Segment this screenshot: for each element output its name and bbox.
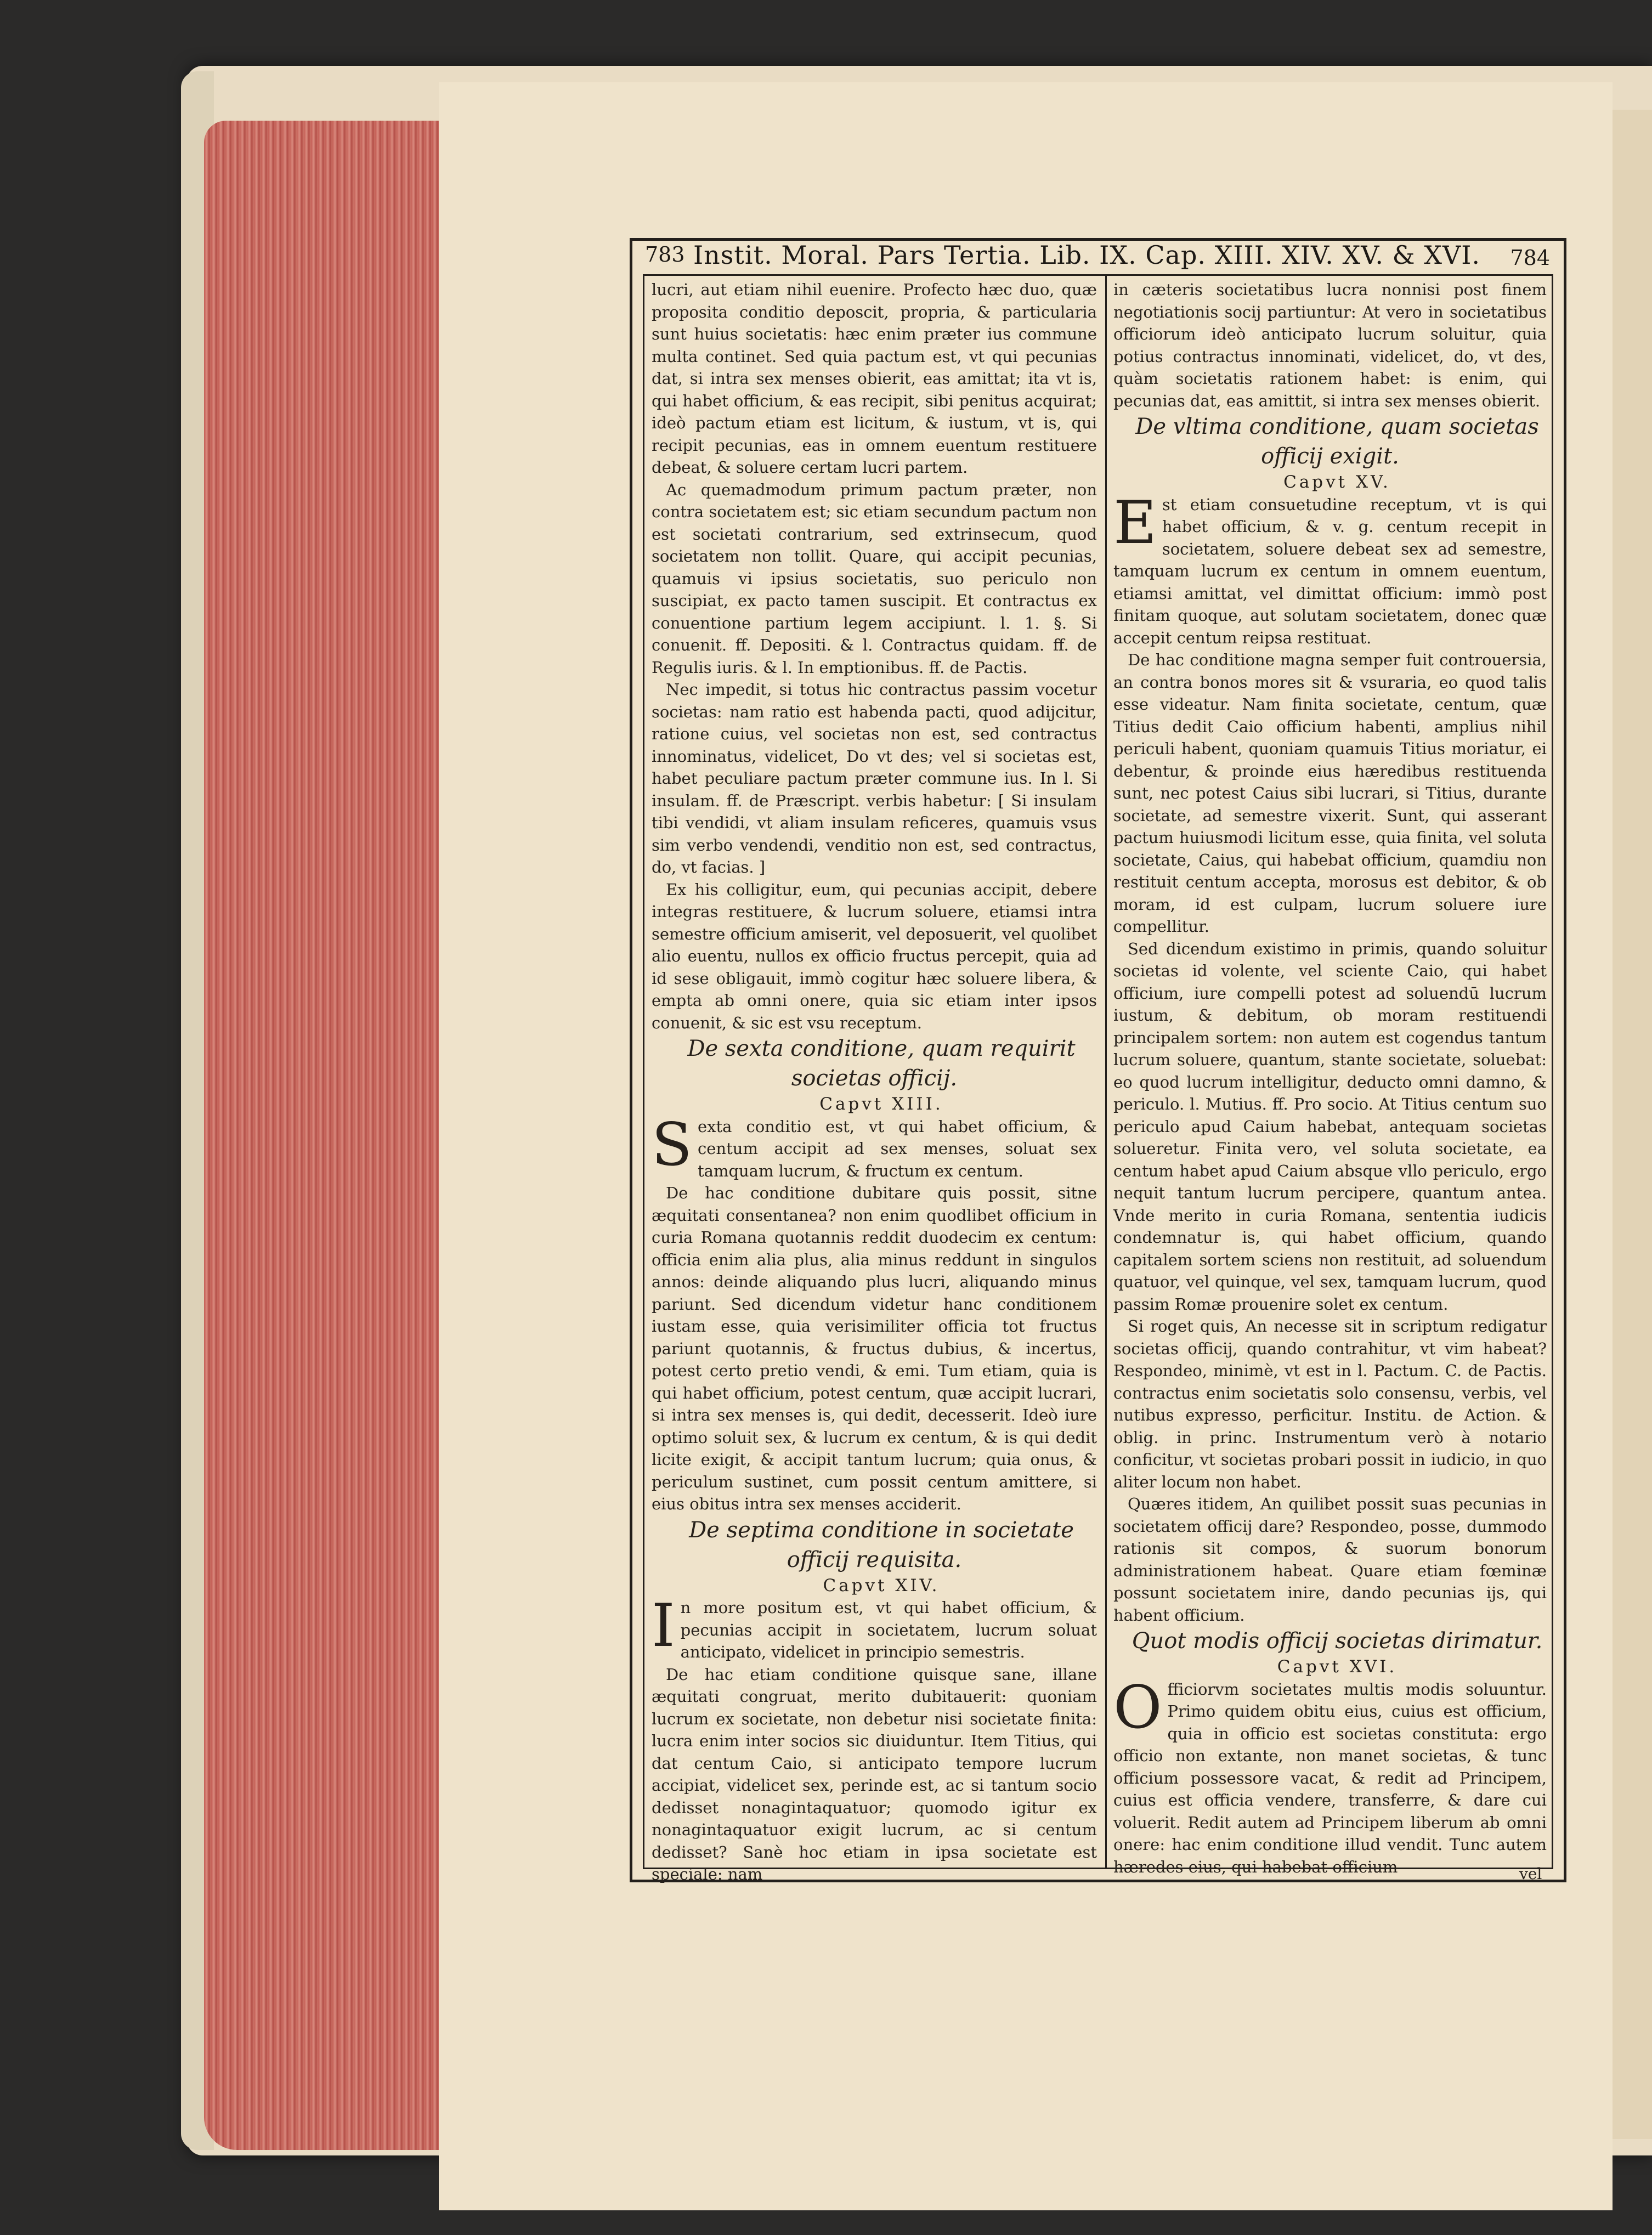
section-heading: De vltima conditione, quam societas officij exigit. — [1135, 414, 1539, 469]
running-header — [643, 239, 1553, 274]
paragraph: Si roget quis, An necesse sit in scriptum redigatur societas officij, quando contrahitur, vt vim habeat? Respondeo, minimè, vt est in l. Pactum. C. de Pactis. contractus enim societatis solo consensu, verbis, vel nutibus expresso, perficitur. Institu. de Action. & oblig. in princ. Instrumentum verò à notario conficitur, vt societas probari possit in iudicio, in quo aliter locum non habet. — [1113, 1317, 1547, 1491]
chapter-opening: Est etiam consuetudine receptum, vt is qui habet officium, & v. g. centum recepit in societatem, soluere debeat sex ad semestre, tamquam lucrum ex centum in omnem euentum, etiamsi amittat, vel dimittat officium: immò post finitam quoque, aut solutam societatem, donec quæ accepit centum reipsa restituat. — [1113, 488, 1547, 647]
chapter-opening: Sexta conditio est, vt qui habet officium, & centum accipit ad sex menses, soluat sex tamquam lucrum, & fructum ex centum. — [652, 1110, 1097, 1180]
paragraph: Ac quemadmodum primum pactum præter, non contra societatem est; sic etiam secundum pactum non est societati contrarium, sed extrinsecum, quod societatem non tollit. Quare, qui accipit pecunias, quamuis vi ipsius societatis, suo periculo non suscipiat, ex pacto tamen suscipit. Et contractus ex conuentione partium legem accipiunt. l. 1. §. Si conuenit. ff. Depositi. & l. Contractus quidam. ff. de Regulis iuris. & l. In emptionibus. ff. de Pactis. — [652, 480, 1097, 677]
paragraph: lucri, aut etiam nihil euenire. Profecto hæc duo, quæ proposita conditio deposcit, propria, & particularia sunt huius societatis: hæc enim præter ius commune multa continet. Sed quia pactum est, vt qui pecunias dat, si intra sex menses obierit, eas amittat; ita vt is, qui habet officium, & eas recipit, sibi penitus acquirat; ideò pactum etiam est licitum, & iustum, vt is, qui recipit pecunias, eas in omnem euentum restituere debeat, & soluere certam lucri partem. — [652, 280, 1097, 477]
facing-page-edge — [1613, 110, 1652, 2139]
page-edges — [204, 121, 440, 2150]
paragraph: Quæres itidem, An quilibet possit suas pecunias in societatem officij dare? Respondeo, posse, dummodo rationis sit compos, & suorum bonorum administrationem habeat. Quare etiam fœminæ possunt societatem inire, dando pecunias ijs, qui habent officium. — [1113, 1495, 1547, 1625]
section-heading: Quot modis officij societas dirimatur. — [1131, 1628, 1543, 1654]
chapter-label: Capvt XV. — [1283, 472, 1391, 492]
chapter-label: Capvt XIII. — [819, 1094, 943, 1114]
drop-cap: E — [1113, 488, 1157, 557]
drop-cap: S — [652, 1110, 692, 1179]
paragraph: De hac conditione dubitare quis possit, sitne æquitati consentanea? non enim quodlibet officium in curia Romana quotannis reddit duodecim ex centum: officia enim alia plus, alia minus reddunt in singulos annos: deinde aliquando plus lucri, aliquando minus pariunt. Sed dicendum videtur hanc conditionem iustam esse, quia verisimiliter officia tot fructus pariunt quotannis, & fructus dubius, & incertus, potest certo pretio vendi, & emi. Tum etiam, quia is qui habet officium, potest centum, quæ accipit lucrari, si intra sex menses is, qui dedit, decesserit. Ideò iure optimo soluit sex, & lucrum ex centum, & is qui dedit licite exigit, & accipit tantum lucrum; quia onus, & periculum sustinet, cum possit centum amittere, si eius obitus intra sex menses acciderit. — [652, 1184, 1097, 1513]
right-column — [1113, 279, 1547, 1876]
paragraph: De hac conditione magna semper fuit controuersia, an contra bonos mores sit & vsuraria, eo quod talis esse videatur. Nam finita societate, centum, quæ Titius dedit Caio officium habenti, amplius nihil periculi habent, quoniam quamuis Titius moriatur, ei debentur, & proinde eius hæredibus restituenda sunt, nec potest Caius sibi lucrari, si Titius, durante societate, ad semestre vixerit. Sunt, qui asserant pactum huiusmodi licitum esse, quia finita, vel soluta societate, Caius, qui habebat officium, quamdiu non restituit centum accepta, morosus est debitor, & ob moram, id est culpam, lucrum soluere iure compellitur. — [1113, 650, 1547, 936]
page-number-left: 783 — [645, 242, 685, 267]
paragraph: Nec impedit, si totus hic contractus passim vocetur societas: nam ratio est habenda pacti, quod adijcitur, ratione cuius, vel societas non est, sed contractus innominatus, videlicet, Do vt des; vel si societas est, habet peculiare pactum præter commune ius. In l. Si insulam. ff. de Præscript. verbis habetur: [ Si insulam tibi vendidi, vt aliam insulam reficeres, quamuis vsus sim verbo vendendi, venditio non est, sed contractus, do, vt facias. ] — [652, 680, 1097, 876]
chapter-opening: In more positum est, vt qui habet officium, & pecunias accipit in societatem, lucrum soluat anticipato, videlicet in principio semestris. — [652, 1592, 1097, 1661]
paragraph: in cæteris societatibus lucra nonnisi post finem negotiationis socij partiuntur: At vero in societatibus officiorum ideò anticipato lucrum soluitur, quia potius contractus innominati, videlicet, do, vt des, quàm societatis rationem habet: is enim, qui pecunias dat, eas amittit, si intra sex menses obierit. — [1113, 280, 1547, 410]
chapter-label: Capvt XIV. — [823, 1575, 940, 1595]
paragraph: De hac etiam conditione quisque sane, illane æquitati congruat, merito dubitauerit: quoniam lucrum ex societate, non debetur nisi societate finita: lucra enim inter socios sic diuiduntur. Item Titius, qui dat centum Caio, si anticipato tempore lucrum accipiat, videlicet sex, perinde est, ac si tantum socio dedisset nonagintaquatuor; quomodo igitur ex nonagintaquatuor exigit lucrum, ac si centum dedisset? Sanè hoc etiam in ipsa societate est speciale: nam — [652, 1665, 1097, 1883]
chapter-opening: Officiorvm societates multis modis soluuntur. Primo quidem obitu eius, cuius est officium, quia in officio est societas constituta: ergo officio non extante, non manet societas, & tunc officium possessore vacat, & redit ad Principem, cuius est officia vendere, transferre, & dare cui voluerit. Redit autem ad Principem liberum ab omni onere: hac enim conditione illud vendit. Tunc autem hæredes eius, qui habebat officium — [1113, 1673, 1547, 1876]
section-heading: De sexta conditione, quam requirit societas officij. — [687, 1036, 1076, 1091]
paragraph: Ex his colligitur, eum, qui pecunias accipit, debere integras restituere, & lucrum soluere, etiamsi intra semestre officium amiserit, vel deposuerit, vel quolibet alio euentu, nullos ex officio fructus percepit, quia ad id sese obligauit, immò cogitur hæc soluere libera, & empta ab omni onere, quia sic etiam inter ipsos conuenit, & sic est vsu receptum. — [652, 880, 1097, 1032]
section-heading: De septima conditione in societate officij requisita. — [689, 1517, 1074, 1572]
left-column — [652, 279, 1097, 1883]
running-title: Instit. Moral. Pars Tertia. Lib. IX. Cap. XIII. XIV. XV. & XVI. — [693, 240, 1480, 270]
page-number-right: 784 — [1510, 246, 1550, 270]
drop-cap: I — [652, 1592, 675, 1660]
drop-cap: O — [1113, 1673, 1162, 1742]
column-rule — [1105, 274, 1107, 1869]
chapter-label: Capvt XVI. — [1277, 1657, 1398, 1677]
paragraph: Sed dicendum existimo in primis, quando soluitur societas id volente, vel sciente Caio, qui habet officium, iure compelli potest ad soluendū lucrum iustum, & debitum, ob moram restituendi principalem sortem: non autem est cogendus tantum lucrum soluere, quantum, stante societate, soluebat: eo quod lucrum intelligitur, deducto omni damno, & periculo. l. Mutius. ff. Pro socio. At Titius centum suo periculo apud Caium habebat, antequam societas solueretur. Finita vero, vel soluta societate, ea centum habet apud Caium absque vllo periculo, ergo nequit tantum lucrum percipere, quantum antea. Vnde merito in curia Romana, sententia iudicis condemnatur is, qui habet officium, quando capitalem sortem sciens non restituit, ad soluendum quatuor, vel quinque, vel sex, tamquam lucrum, quod passim Romæ prouenire solet ex centum. — [1113, 939, 1547, 1314]
catchword: vel — [1519, 1865, 1542, 1883]
